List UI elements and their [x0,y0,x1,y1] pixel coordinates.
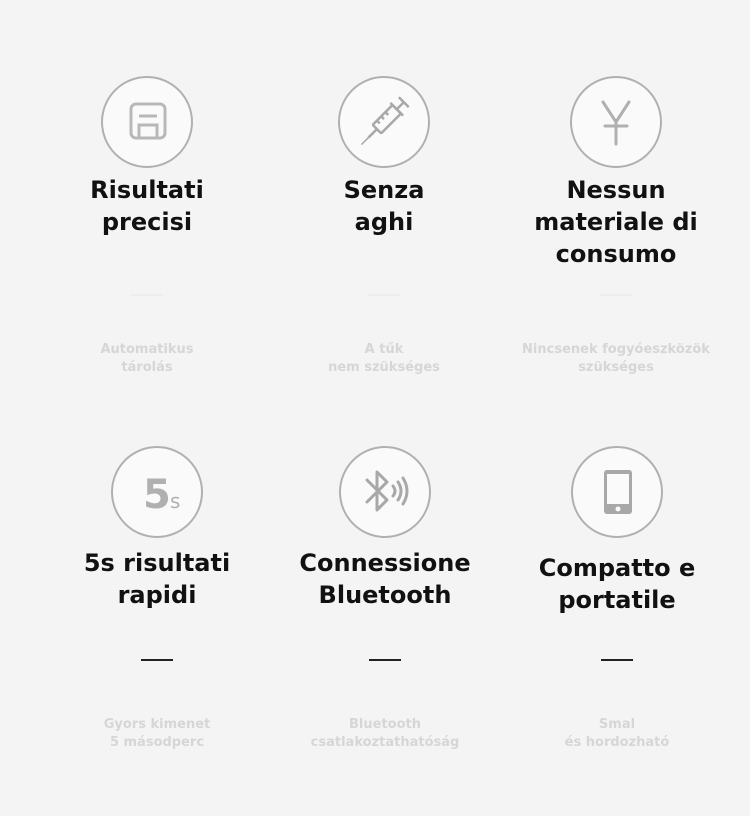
feature-title: Risultati precisi [90,176,204,236]
feature-title: Nessun materiale di consumo [534,176,698,268]
divider [600,294,632,296]
feature-subtitle: Smal és hordozható [564,717,670,750]
divider [368,294,400,296]
feature-title: 5s risultati rapidi [83,549,231,609]
phone-icon [571,446,663,538]
feature-title: Connessione Bluetooth [299,549,471,609]
syringe-icon [338,76,430,168]
feature-subtitle: Gyors kimenet 5 másodperc [103,717,211,750]
bluetooth-icon [339,446,431,538]
feature-subtitle: Automatikus tárolás [100,342,194,375]
svg-text:s: s [170,489,181,513]
feature-subtitle: A tűk nem szükséges [328,342,440,375]
divider [141,659,173,661]
feature-title: Compatto e portatile [538,554,696,614]
divider [601,659,633,661]
divider [131,294,163,296]
svg-text:5: 5 [143,472,171,518]
yen-icon [570,76,662,168]
five-seconds-icon [111,446,203,538]
floppy-disk-icon [101,76,193,168]
feature-title: Senza aghi [343,176,425,236]
feature-subtitle: Bluetooth csatlakoztathatóság [310,717,460,750]
divider [369,659,401,661]
feature-subtitle: Nincsenek fogyóeszközök szükséges [522,342,710,375]
